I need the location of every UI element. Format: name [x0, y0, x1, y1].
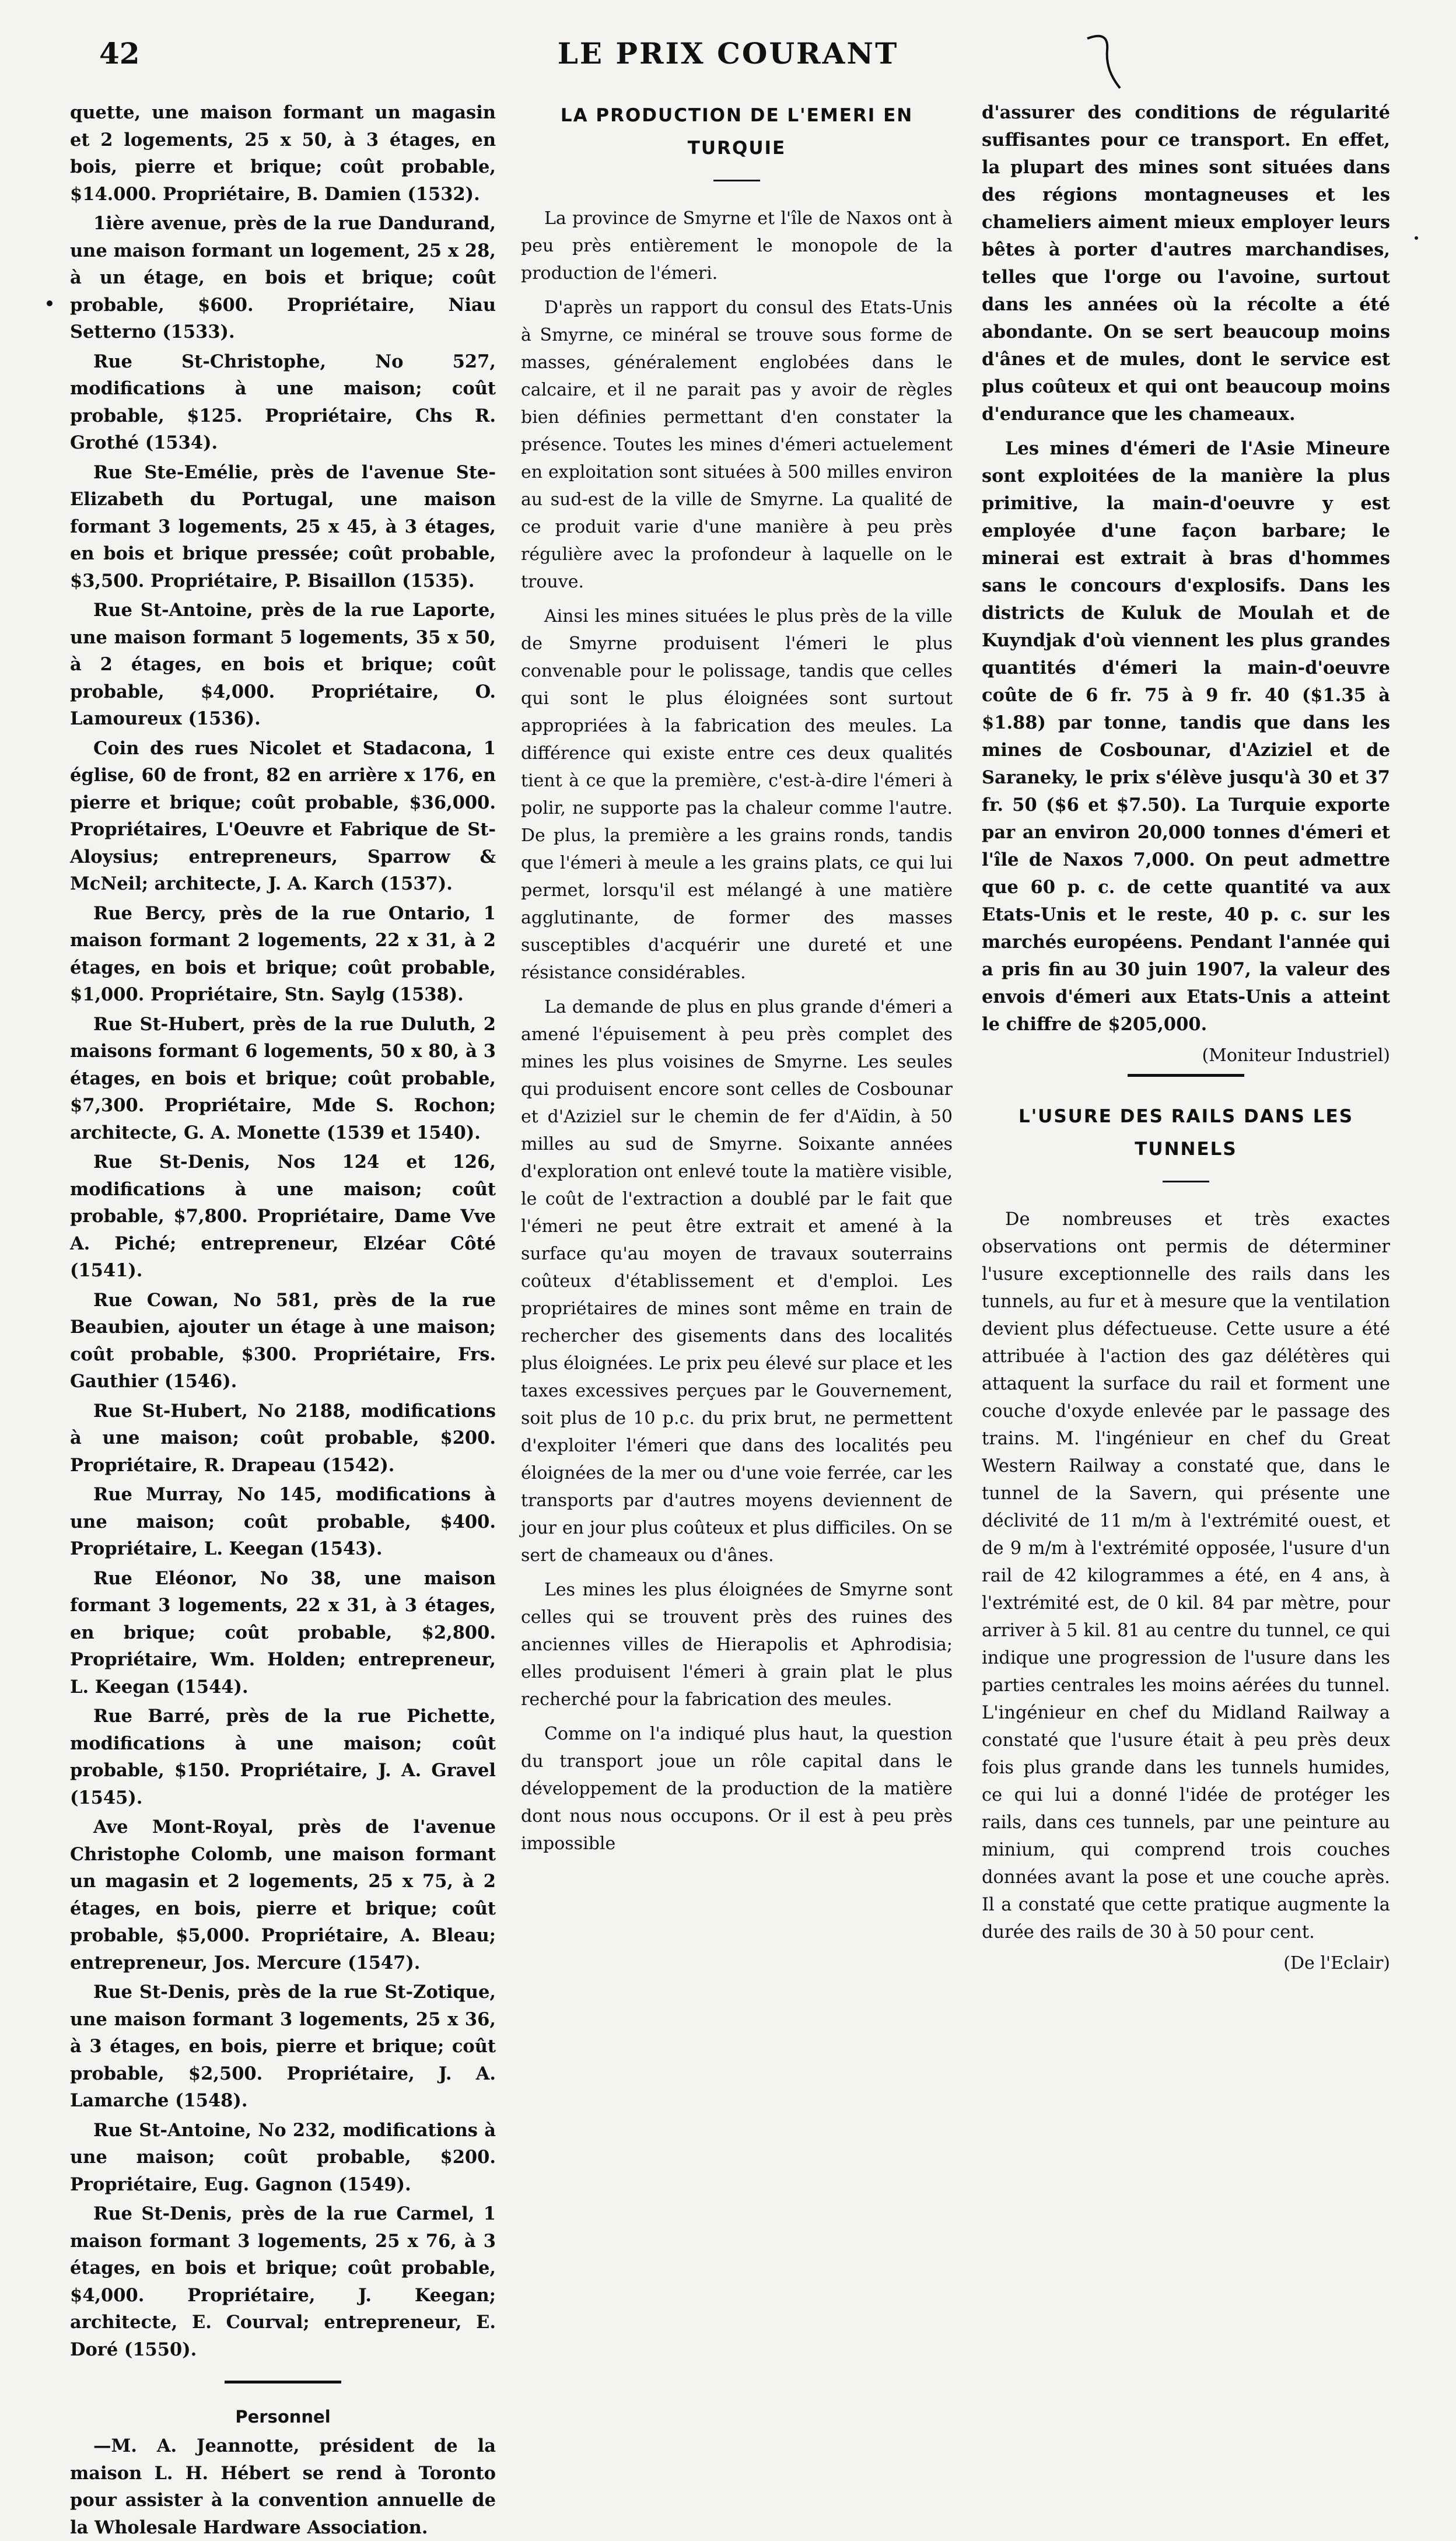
permit-entry: Rue Barré, près de la rue Pichette, modifications à une maison; coût probable, $150. Propriétaire, J. A. Gravel (1545).: [70, 1706, 496, 1808]
column-building-permits: [70, 99, 496, 2538]
permit-entry: Rue Cowan, No 581, près de la rue Beaubien, ajouter un étage à une maison; coût probable, $300. Propriétaire, Frs. Gauthier (1546).: [70, 1289, 496, 1392]
permit-entry: Rue St-Hubert, près de la rue Duluth, 2 maisons formant 6 logements, 50 x 80, à 3 étages, en bois et brique; coût probable, $7,300. Propriétaire, Mde S. Rochon; architecte, G. A. Monette (1539 et 1540).: [70, 1013, 496, 1143]
personnel-text: —M. A. Jeannotte, président de la maison L. H. Hébert se rend à Toronto pour assister à la convention annuelle de la Wholesale Hardware Association.: [70, 2435, 496, 2538]
margin-mark: [47, 300, 52, 306]
permit-entry: quette, une maison formant un magasin et 2 logements, 25 x 50, à 3 étages, en bois, pierre et brique; coût probable, $14.000. Propriétaire, B. Damien (1532).: [70, 102, 496, 205]
margin-mark: [1415, 236, 1418, 240]
permit-entry: Rue St-Denis, près de la rue Carmel, 1 maison formant 3 logements, 25 x 76, à 3 étages, en bois et brique; coût probable, $4,000. Propriétaire, J. Keegan; architecte, E. Courval; entrepreneur, E. Doré (1550).: [70, 2203, 496, 2360]
heading-rule: [1163, 1181, 1209, 1182]
heading-rule: [713, 180, 760, 181]
article-paragraph: Comme on l'a indiqué plus haut, la question du transport joue un rôle capital dans le développement de la production de la matière dont nous nous occupons. Or il est à peu près impossible: [521, 1724, 953, 1854]
permit-entry: Rue Murray, No 145, modifications à une maison; coût probable, $400. Propriétaire, L. Keegan (1543).: [70, 1484, 496, 1559]
permit-entry: Rue Bercy, près de la rue Ontario, 1 maison formant 2 logements, 22 x 31, à 2 étages, en bois et brique; coût probable, $1,000. Propriétaire, Stn. Saylg (1538).: [70, 902, 496, 1005]
permit-entry: Rue St-Denis, près de la rue St-Zotique, une maison formant 3 logements, 25 x 36, à 3 étages, en bois, pierre et brique; coût probable, $2,500. Propriétaire, J. A. Lamarche (1548).: [70, 1982, 496, 2111]
page-title: LE PRIX COURANT: [557, 36, 899, 71]
permit-entry: Rue St-Hubert, No 2188, modifications à une maison; coût probable, $200. Propriétaire, R. Drapeau (1542).: [70, 1400, 496, 1476]
permit-entry: Rue St-Antoine, près de la rue Laporte, une maison formant 5 logements, 35 x 50, à 2 étages, en bois et brique; coût probable, $4,000. Propriétaire, O. Lamoureux (1536).: [70, 600, 496, 729]
column-continuation: [982, 99, 1390, 2059]
article-heading-rails: L'USURE DES RAILS DANS LES TUNNELS: [1018, 1106, 1354, 1160]
permit-entry: 1ière avenue, près de la rue Dandurand, une maison formant un logement, 25 x 28, à un étage, en bois et brique; coût probable, $600. Propriétaire, Niau Setterno (1533).: [70, 213, 496, 342]
article-paragraph: D'après un rapport du consul des Etats-Unis à Smyrne, ce minéral se trouve sous forme de masses, généralement englobées dans le calcaire, et il ne parait pas y avoir de règles bien définies permettant d'en constater la présence. Toutes les mines d'émeri actuelement en exploitation sont situées à 500 milles environ au sud-est de la ville de Smyrne. La qualité de ce produit varie d'une manière à peu près régulière avec la profondeur à laquelle on le trouve.: [521, 298, 953, 592]
article-paragraph: La province de Smyrne et l'île de Naxos ont à peu près entièrement le monopole de la production de l'émeri.: [521, 208, 953, 284]
article-paragraph: Les mines d'émeri de l'Asie Mineure sont exploitées de la manière la plus primitive, la main-d'oeuvre y est employée d'une façon barbare; le minerai est extrait à bras d'hommes sans le concours d'explosifs. Dans les districts de Kuluk de Moulah et de Kuyndjak d'où viennent les plus grandes quantités d'émeri la main-d'oeuvre coûte de 6 fr. 75 à 9 fr. 40 ($1.35 à $1.88) par tonne, tandis que dans les mines de Cosbounar, d'Aziziel et de Saraneky, le prix s'élève jusqu'à 30 et 37 fr. 50 ($6 et $7.50). La Turquie exporte par an environ 20,000 tonnes d'émeri et l'île de Naxos 7,000. On peut admettre que 60 p. c. de cette quantité va aux Etats-Unis et le reste, 40 p. c. sur les marchés européens. Pendant l'année qui a pris fin au 30 juin 1907, la valeur des envois d'émeri aux Etats-Unis a atteint le chiffre de $205,000.: [982, 438, 1390, 1035]
article-paragraph: d'assurer des conditions de régularité suffisantes pour ce transport. En effet, la plupart des mines sont situées dans des régions montagneuses et les chameliers aiment mieux employer leurs bêtes à porter d'autres marchandises, telles que l'orge ou l'avoine, surtout dans les années où la récolte a été abondante. On se sert beaucoup moins d'ânes et de mules, dont le service est plus coûteux et qui ont beaucoup moins d'endurance que les chameaux.: [982, 102, 1390, 425]
article-source: (De l'Eclair): [1283, 1953, 1390, 1973]
section-divider: [225, 2381, 341, 2384]
pencil-mark: [1085, 33, 1126, 91]
permit-entry: Rue St-Denis, Nos 124 et 126, modifications à une maison; coût probable, $7,800. Propriétaire, Dame Vve A. Piché; entrepreneur, Elzéar Côté (1541).: [70, 1152, 496, 1281]
article-paragraph: De nombreuses et très exactes observations ont permis de déterminer l'usure exceptionnelle des rails dans les tunnels, au fur et à mesure que la ventilation devient plus défectueuse. Cette usure a été attribuée à l'action des gaz délétères qui attaquent la surface du rail et forment une couche d'oxyde enlevée par le passage des trains. M. l'ingénieur en chef du Great Western Railway a constaté que, dans le tunnel de la Savern, qui présente une déclivité de 11 m/m à l'extrémité ouest, et de 9 m/m à l'extrémité opposée, l'usure d'un rail de 42 kilogrammes a été, en 4 ans, à l'extrémité est, de 0 kil. 84 par mètre, pour arriver à 5 kil. 81 au centre du tunnel, ce qui indique une progression de l'usure dans les parties centrales les moins aérées du tunnel. L'ingénieur en chef du Midland Railway a constaté que l'usure était à peu près deux fois plus grande dans les tunnels humides, ce qui lui a donné l'idée de protéger les rails, dans ces tunnels, par une peinture au minium, qui comprend trois couches données avant la pose et une couche après. Il a constaté que cette pratique augmente la durée des rails de 30 à 50 pour cent.: [982, 1209, 1390, 1943]
article-paragraph: Ainsi les mines situées le plus près de la ville de Smyrne produisent l'émeri le plus convenable pour le polissage, tandis que celles qui sont le plus éloignées sont surtout appropriées à la fabrication des meules. La différence qui existe entre ces deux qualités tient à ce que la première, c'est-à-dire l'émeri à polir, ne supporte pas la chaleur comme l'autre. De plus, la première a les grains ronds, tandis que l'émeri à meule a les grains plats, ce qui lui permet, lorsqu'il est mélangé à une matière agglutinante, de former des masses susceptibles d'acquérir une dureté et une résistance considérables.: [521, 606, 953, 983]
permit-entry: Rue Eléonor, No 38, une maison formant 3 logements, 22 x 31, à 3 étages, en brique; coût probable, $2,800. Propriétaire, Wm. Holden; entrepreneur, L. Keegan (1544).: [70, 1567, 496, 1698]
permit-entry: Rue St-Antoine, No 232, modifications à une maison; coût probable, $200. Propriétaire, Eug. Gagnon (1549).: [70, 2119, 496, 2195]
section-divider: [1128, 1074, 1244, 1077]
permit-entry: Coin des rues Nicolet et Stadacona, 1 église, 60 de front, 82 en arrière x 176, en pierre et brique; coût probable, $36,000. Propriétaires, L'Oeuvre et Fabrique de St-Aloysius; entrepreneurs, Sparrow & McNeil; architecte, J. A. Karch (1537).: [70, 737, 496, 894]
permit-entry: Rue St-Christophe, No 527, modifications à une maison; coût probable, $125. Propriétaire, Chs R. Grothé (1534).: [70, 351, 496, 453]
permit-entry: Ave Mont-Royal, près de l'avenue Christophe Colomb, une maison formant un magasin et 2 logements, 25 x 75, à 2 étages, en bois, pierre et brique; coût probable, $5,000. Propriétaire, A. Bleau; entrepreneur, Jos. Mercure (1547).: [70, 1817, 496, 1973]
article-paragraph: La demande de plus en plus grande d'émeri a amené l'épuisement à peu près complet des mines les plus voisines de Smyrne. Les seules qui produisent encore sont celles de Cosbounar et d'Aziziel sur le chemin de fer d'Aïdin, à 50 milles au sud de Smyrne. Soixante années d'exploration ont enlevé toute la matière visible, le coût de l'extraction a doublé par le fait que l'émeri ne peut être extrait et amené à la surface qu'au moyen de travaux souterrains coûteux d'établissement et d'emploi. Les propriétaires de mines sont même en train de rechercher des gisements dans des localités plus éloignées. Le prix peu élevé sur place et les taxes excessives perçues par le Gouvernement, soit plus de 10 p.c. du prix brut, ne permettent d'exploiter l'émeri que dans des localités peu éloignées de la mer ou d'une voie ferrée, car les transports par d'autres moyens deviennent de jour en jour plus coûteux et plus difficiles. On se sert de chameaux ou d'ânes.: [521, 997, 953, 1566]
article-paragraph: Les mines les plus éloignées de Smyrne sont celles qui se trouvent près des ruines des anciennes villes de Hierapolis et Aphrodisia; elles produisent l'émeri à grain plat le plus recherché pour la fabrication des meules.: [521, 1580, 953, 1710]
page-number: 42: [99, 36, 140, 71]
personnel-heading: Personnel: [235, 2407, 331, 2427]
permit-entry: Rue Ste-Emélie, près de l'avenue Ste-Elizabeth du Portugal, une maison formant 3 logements, 25 x 45, à 3 étages, en bois et brique pressée; coût probable, $3,500. Propriétaire, P. Bisaillon (1535).: [70, 461, 496, 592]
article-source: (Moniteur Industriel): [1202, 1045, 1390, 1066]
article-heading-emeri: LA PRODUCTION DE L'EMERI EN TURQUIE: [560, 105, 914, 159]
column-emeri-article: [521, 99, 953, 2059]
